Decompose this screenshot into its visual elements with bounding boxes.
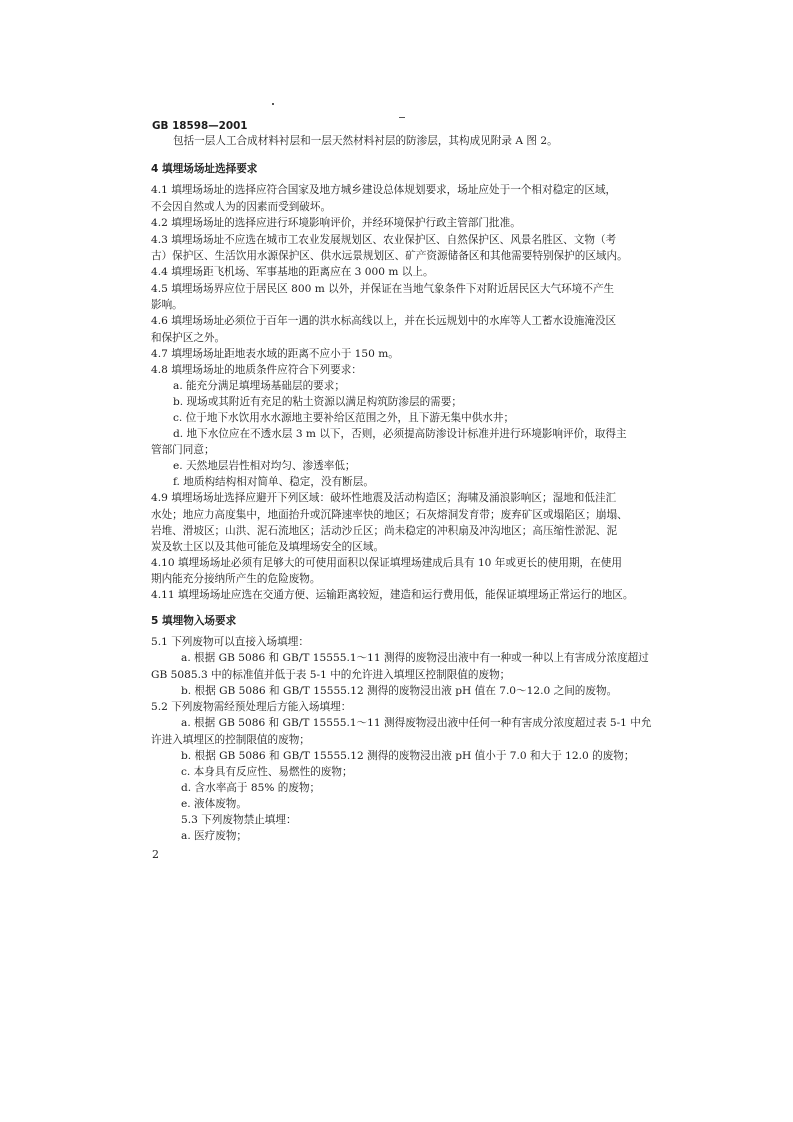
clause-5-1: 5.1 下列废物可以直接入场填埋： — [151, 636, 309, 648]
list-item-a: a. 根据 GB 5086 和 GB/T 15555.1～11 测得废物浸出液中任何一种有害成分浓度超过表 5-1 中允 — [181, 717, 652, 729]
paragraph-line: 期内能充分接纳所产生的危险废物。 — [151, 573, 321, 585]
section-heading-5: 5 填埋物入场要求 — [151, 615, 237, 627]
list-item-a: a. 根据 GB 5086 和 GB/T 15555.1～11 测得的废物浸出液中有一种或一种以上有害成分浓度超过 — [181, 652, 649, 664]
paragraph-line: GB 5085.3 中的标准值并低于表 5-1 中的允许进入填埋区控制限值的废物； — [151, 669, 511, 681]
list-item-f: f. 地质构结构相对简单、稳定，没有断层。 — [173, 476, 374, 488]
scan-speck — [399, 117, 405, 118]
clause-4-3: 4.3 填埋场场址不应选在城市工农业发展规划区、农业保护区、自然保护区、风景名胜区、文物（考 — [151, 234, 617, 246]
list-item-c: c. 本身具有反应性、易燃性的废物； — [181, 766, 353, 778]
section-heading-4: 4 填埋场场址选择要求 — [151, 163, 258, 175]
list-item-d: d. 含水率高于 85% 的废物； — [181, 782, 321, 794]
paragraph-line: 管部门同意； — [151, 444, 215, 456]
clause-4-8: 4.8 填埋场场址的地质条件应符合下列要求： — [151, 364, 362, 376]
clause-4-1: 4.1 填埋场场址的选择应符合国家及地方城乡建设总体规划要求，场址应处于一个相对稳定的区域， — [151, 184, 617, 196]
paragraph-line: 水处；地应力高度集中，地面抬升或沉降速率快的地区；石灰熔洞发育带；废弃矿区或塌陷区；崩塌、 — [151, 509, 628, 521]
list-item-a: a. 医疗废物； — [181, 830, 248, 842]
paragraph-line: 影响。 — [151, 299, 183, 311]
paragraph-line: 炭及软土区以及其他可能危及填埋场安全的区域。 — [151, 541, 385, 553]
paragraph-line: 许进入填埋区的控制限值的废物； — [151, 734, 310, 746]
list-item-b: b. 根据 GB 5086 和 GB/T 15555.12 测得的废物浸出液 pH 值小于 7.0 和大于 12.0 的废物； — [181, 750, 635, 762]
list-item-c: c. 位于地下水饮用水水源地主要补给区范围之外，且下游无集中供水井； — [173, 412, 515, 424]
standard-code-header: GB 18598—2001 — [152, 120, 248, 132]
scan-speck — [272, 103, 274, 105]
clause-5-3: 5.3 下列废物禁止填埋： — [181, 814, 297, 826]
clause-4-10: 4.10 填埋场场址必须有足够大的可使用面积以保证填埋场建成后具有 10 年或更长的使用期，在使用 — [151, 557, 622, 569]
paragraph-line: 不会因自然或人为的因素而受到破坏。 — [151, 201, 332, 213]
page-number: 2 — [152, 848, 159, 861]
clause-4-6: 4.6 填埋场场址必须位于百年一遇的洪水标高线以上，并在长远规划中的水库等人工蓄水设施淹没区 — [151, 315, 617, 327]
clause-4-9: 4.9 填埋场场址选择应避开下列区域：破坏性地震及活动构造区；海啸及涌浪影响区；湿地和低洼汇 — [151, 492, 617, 504]
paragraph-line: 包括一层人工合成材料衬层和一层天然材料衬层的防渗层，其构成见附录 A 图 2。 — [173, 135, 558, 147]
clause-4-5: 4.5 填埋场场界应位于居民区 800 m 以外，并保证在当地气象条件下对附近居民区大气环境不产生 — [151, 283, 615, 295]
clause-5-2: 5.2 下列废物需经预处理后方能入场填埋： — [151, 701, 352, 713]
list-item-b: b. 现场或其附近有充足的粘土资源以满足构筑防渗层的需要； — [173, 396, 462, 408]
list-item-b: b. 根据 GB 5086 和 GB/T 15555.12 测得的废物浸出液 pH 值在 7.0～12.0 之间的废物。 — [181, 685, 618, 697]
list-item-d: d. 地下水位应在不透水层 3 m 以下，否则，必须提高防渗设计标准并进行环境影响评价，取得主 — [173, 428, 627, 440]
paragraph-line: 古）保护区、生活饮用水源保护区、供水远景规划区、矿产资源储备区和其他需要特别保护的区域内。 — [151, 250, 628, 262]
clause-4-11: 4.11 填埋场场址应选在交通方便、运输距离较短，建造和运行费用低，能保证填埋场正常运行的地区。 — [151, 589, 634, 601]
paragraph-line: 和保护区之外。 — [151, 332, 226, 344]
list-item-e: e. 天然地层岩性相对均匀、渗透率低； — [173, 460, 356, 472]
list-item-e: e. 液体废物。 — [181, 798, 247, 810]
clause-4-2: 4.2 填埋场场址的选择应进行环境影响评价，并经环境保护行政主管部门批准。 — [151, 217, 521, 229]
list-item-a: a. 能充分满足填埋场基础层的要求； — [173, 380, 345, 392]
clause-4-4: 4.4 填埋场距飞机场、军事基地的距离应在 3 000 m 以上。 — [151, 266, 434, 278]
paragraph-line: 岩堆、滑坡区；山洪、泥石流地区；活动沙丘区；尚未稳定的冲积扇及冲沟地区；高压缩性淤泥、泥 — [151, 525, 618, 537]
clause-4-7: 4.7 填埋场场址距地表水域的距离不应小于 150 m。 — [151, 348, 399, 360]
